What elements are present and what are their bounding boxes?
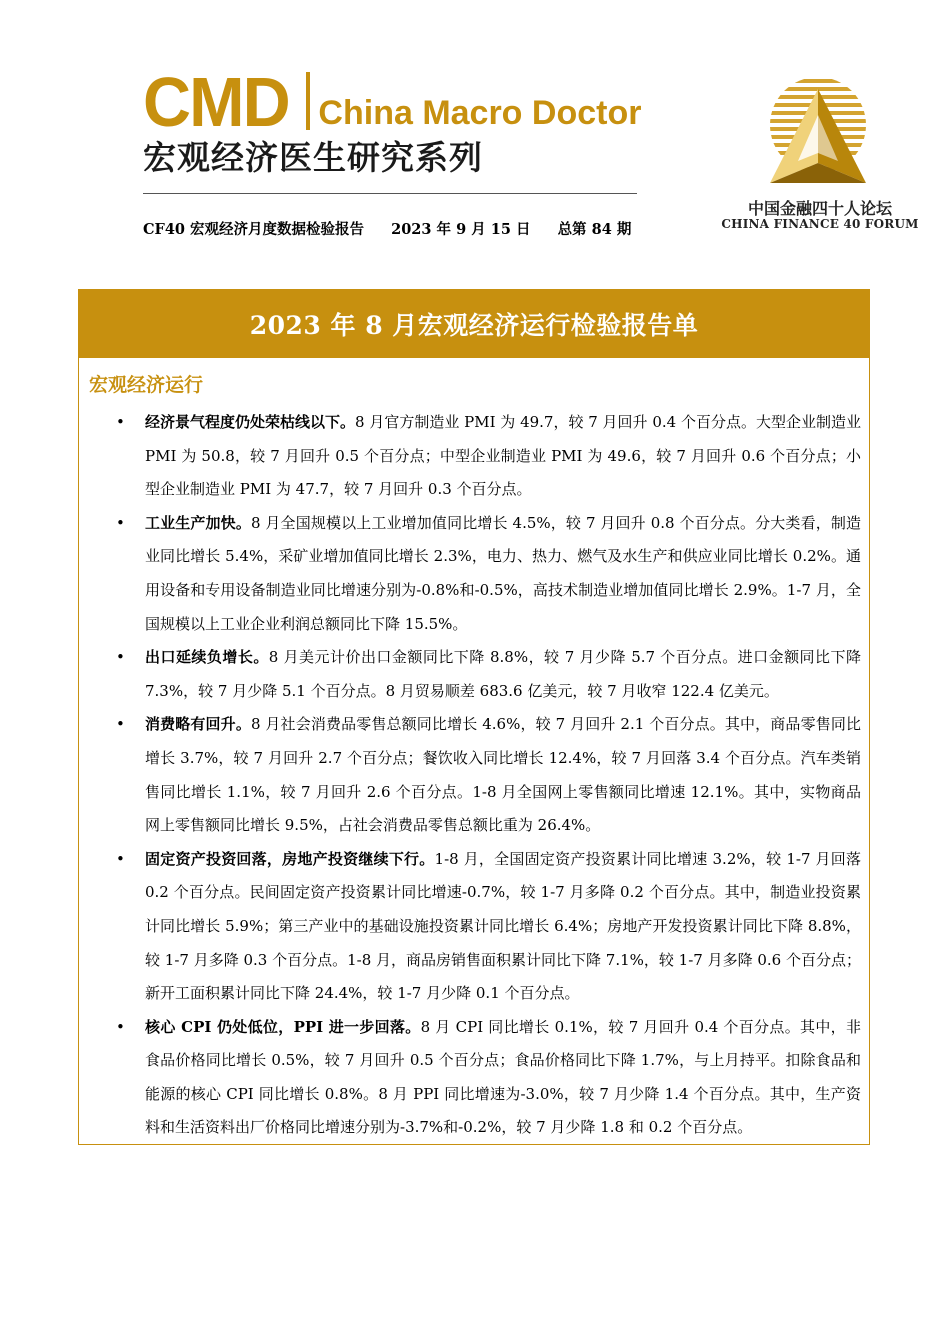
- cmd-logo: [143, 63, 642, 141]
- list-item: [116, 843, 861, 1011]
- cmd-logo-subtitle: China Macro Doctor: [318, 94, 642, 132]
- item-body: 8 月美元计价出口金额同比下降 8.8%，较 7 月少降 5.7 个百分点。进口金额同比下降 7.3%，较 7 月少降 5.1 个百分点。8 月贸易顺差 683.6 亿美元，较 7 月收窄 122.4 亿美元。: [145, 648, 861, 700]
- item-body: 1-8 月，全国固定资产投资累计同比增速 3.2%，较 1-7 月回落 0.2 个百分点。民间固定资产投资累计同比增速-0.7%，较 1-7 月多降 0.2 个百分点。其中，制造业投资累计同比增长 5.9%；第三产业中的基础设施投资累计同比增长 6.4%；房地产开发投资累计同比下降 8.8%，较 1-7 月多降 0.3 个百分点。1-8 月，商品房销售面积累计同比下降 7.1%，较 1-7 月多降 0.6 个百分点；新开工面积累计同比下降 24.4%，较 1-7 月少降 0.1 个百分点。: [145, 849, 861, 1003]
- item-lead: 固定资产投资回落，房地产投资继续下行。: [145, 849, 435, 868]
- bullet-icon: •: [116, 849, 125, 868]
- bullet-icon: •: [116, 715, 125, 734]
- item-lead: 经济景气程度仍处荣枯线以下。: [145, 413, 356, 431]
- list-item: [116, 641, 861, 708]
- report-title: 2023 年 8 月宏观经济运行检验报告单: [79, 290, 869, 358]
- item-lead: 核心 CPI 仍处低位，PPI 进一步回落。: [145, 1017, 421, 1036]
- cmd-logo-divider: [306, 72, 310, 130]
- item-lead: 消费略有回升。: [145, 715, 251, 734]
- item-lead: 出口延续负增长。: [145, 648, 269, 667]
- forum-name-cn: 中国金融四十人论坛: [747, 199, 892, 218]
- page-header: [0, 0, 950, 290]
- item-body: 8 月 CPI 同比增长 0.1%，较 7 月回升 0.4 个百分点。其中，非食品价格同比增长 0.5%，较 7 月回升 0.5 个百分点；食品价格同比下降 1.7%，与上月持平。扣除食品和能源的核心 CPI 同比增长 0.8%。8 月 PPI 同比增速为-3.0%，较 7 月少降 1.4 个百分点。其中，生产资料和生活资料出厂价格同比增速分别为-3.7%和-0.2%，较 7 月少降 1.8 和 0.2 个百分点。: [145, 1017, 861, 1137]
- item-lead: 工业生产加快。: [145, 513, 251, 532]
- report-meta: [143, 218, 653, 239]
- report-date: 2023 年 9 月 15 日: [391, 221, 531, 238]
- cmd-logo-text: CMD: [143, 63, 289, 141]
- pyramid-sun-logo-icon: [762, 75, 874, 195]
- item-body: 8 月官方制造业 PMI 为 49.7，较 7 月回升 0.4 个百分点。大型企业制造业 PMI 为 50.8，较 7 月回升 0.5 个百分点；中型企业制造业 PMI 为 49.6，较 7 月回升 0.6 个百分点；小型企业制造业 PMI 为 47.7，较 7 月回升 0.3 个百分点。: [145, 413, 861, 499]
- report-box: [78, 289, 870, 1145]
- list-item: [116, 1011, 861, 1145]
- bullet-icon: •: [116, 648, 125, 667]
- bullet-icon: •: [116, 1017, 125, 1036]
- section-title: 宏观经济运行: [89, 374, 204, 396]
- bullet-list: [79, 406, 869, 1145]
- report-series: CF40 宏观经济月度数据检验报告: [143, 221, 365, 238]
- report-issue: 总第 84 期: [557, 221, 632, 238]
- header-divider: [143, 193, 637, 194]
- item-body: 8 月社会消费品零售总额同比增长 4.6%，较 7 月回升 2.1 个百分点。其中，商品零售同比增长 3.7%，较 7 月回升 2.7 个百分点；餐饮收入同比增长 12.4%，较 7 月回落 3.4 个百分点。汽车类销售同比增长 1.1%，较 7 月回升 2.6 个百分点。1-8 月全国网上零售额同比增速 12.1%。其中，实物商品网上零售额同比增长 9.5%，占社会消费品零售总额比重为 26.4%。: [145, 715, 861, 835]
- bullet-icon: •: [116, 413, 125, 431]
- list-item: [116, 507, 861, 641]
- forum-name-en: CHINA FINANCE 40 FORUM: [721, 217, 919, 231]
- item-body: 8 月全国规模以上工业增加值同比增长 4.5%，较 7 月回升 0.8 个百分点。分大类看，制造业同比增长 5.4%，采矿业增加值同比增长 2.3%，电力、热力、燃气及水生产和供应业同比增长 0.2%。通用设备和专用设备制造业同比增速分别为-0.8%和-0.5%，高技术制造业增加值同比增长 2.9%。1-7 月，全国规模以上工业企业利润总额同比下降 15.5%。: [145, 513, 861, 633]
- series-title: 宏观经济医生研究系列: [143, 138, 483, 177]
- bullet-icon: •: [116, 513, 125, 532]
- list-item: [116, 708, 861, 842]
- list-item: [116, 406, 861, 507]
